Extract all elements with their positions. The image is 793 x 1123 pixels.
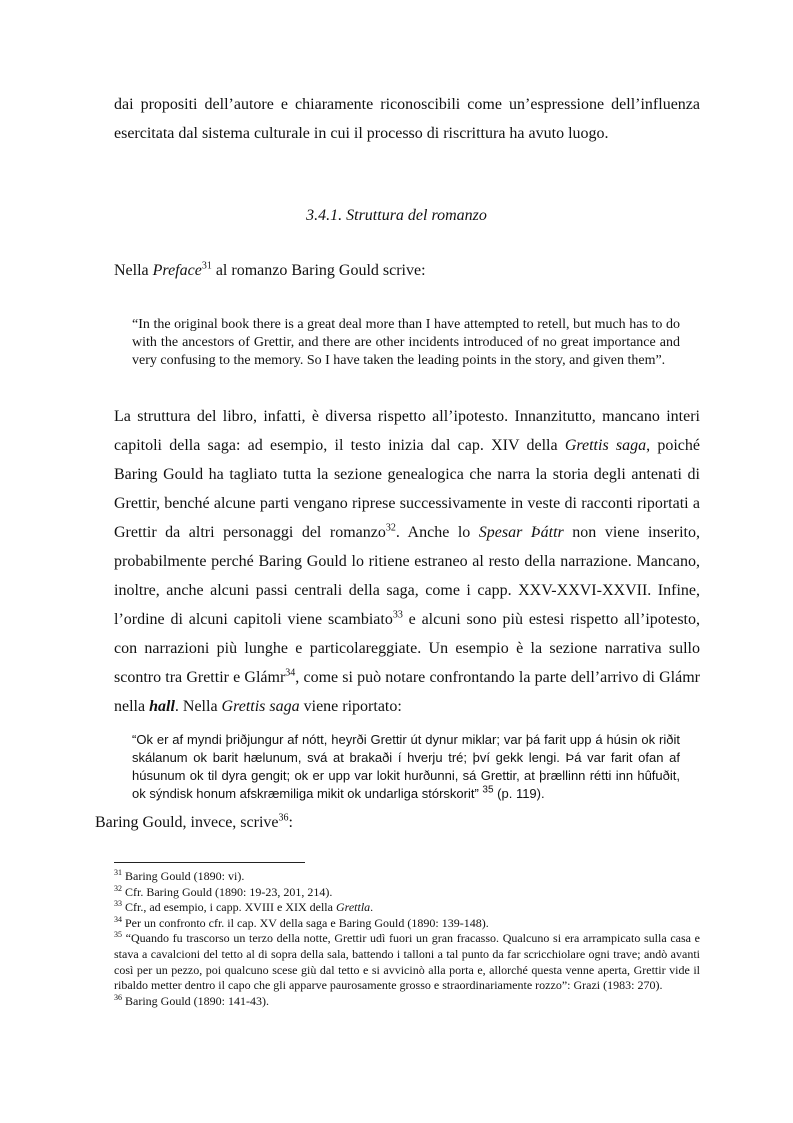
main-text-6: , come si può notare confrontando la parte dell’arrivo di Glámr nella <box>114 669 700 715</box>
main-paragraph <box>114 402 700 721</box>
hall-term: hall <box>149 698 175 715</box>
block-quote-icelandic <box>132 731 680 803</box>
intro-line <box>114 256 700 285</box>
spesar-title: Spesar Þáttr <box>478 524 564 541</box>
lead-in-line <box>95 808 293 837</box>
lead-in-colon: : <box>288 814 293 831</box>
footnote-34: $^{34}$ Per un confronto cfr. il cap. XV della saga e Baring Gould (1890: 139-148). <box>114 914 489 930</box>
main-text-5: e alcuni sono più estesi rispetto all’ipotesto, con narrazioni più lunghe e particolareggiate. Un esempio è la sezione narrativa sullo scontro tra Grettir e Glámr <box>114 611 701 686</box>
main-text-1: La struttura del libro, infatti, è diversa rispetto all’ipotesto. Innanzitutto, mancano interi capitoli della saga: ad esempio, il testo inizia dal cap. XIV della <box>114 408 700 454</box>
footnotes <box>114 869 700 1009</box>
footnote-ref-33: 33 <box>392 609 403 621</box>
top-paragraph <box>114 90 700 148</box>
footnote-ref-36: 36 <box>278 812 289 824</box>
footnote-ref-35: 35 <box>482 784 494 796</box>
preface-title: Preface <box>152 262 202 279</box>
intro-text-after: al romanzo Baring Gould scrive: <box>211 262 426 279</box>
footnote-35: $^{35}$ “Quando fu trascorso un terzo della notte, Grettir udì fuori un gran fracasso. Qualcuno si era arrampicato sulla casa e stava a cavalcioni del tetto al di sopra della sala, battendo i talloni a tal punto da far scricchiolare ogni trave; andò avanti così per un pezzo, poi qualcuno scese giù dal tetto e si avvicinò alla porta e, allorché questa venne aperta, Grettir vide il ribaldo metter dentro il capo che gli apparve paurosamente grosso e straordinariamente rozzo”: Grazi (1983: 270). <box>114 930 700 993</box>
icelandic-quote-page: (p. 119). <box>493 786 545 801</box>
footnote-divider <box>114 862 305 863</box>
block-quote-english: “In the original book there is a great deal more than I have attempted to retell, but much has to do with the ancestors of Grettir, and there are other incidents introduced of no great importance and very confusing to the memory. So I have taken the leading points in the story, and given them”. <box>132 317 680 368</box>
main-text-8: viene riportato: <box>299 698 402 715</box>
footnote-31: $^{31}$ Baring Gould (1890: vi). <box>114 868 245 883</box>
main-text-3: . Anche lo <box>395 524 479 541</box>
footnote-36: $^{36}$ Baring Gould (1890: 141-43). <box>114 992 269 1008</box>
icelandic-quote-text: “Ok er af myndi þriðjungur af nótt, heyrði Grettir út dynur miklar; var þá farit upp á húsin ok riðit skálanum ok barit hælunum, svá at brakaði í hverju tré; því gekk lengi. Þá var farit ofan af húsunum ok til dyra gengit; ok er upp var lokit hurðunni, sá Grettir, at þrællinn rétti inn hûfuðit, ok sýndisk honum afskræmiliga mikit ok undarliga stórskorit” <box>132 732 680 801</box>
footnote-ref-34: 34 <box>285 667 296 679</box>
section-heading: 3.4.1. Struttura del romanzo <box>306 207 487 224</box>
top-paragraph-text: dai propositi dell’autore e chiaramente riconoscibili come un’espressione dell’influenza esercitata dal sistema culturale in cui il processo di riscrittura ha avuto luogo. <box>114 96 700 142</box>
footnote-ref-31: 31 <box>201 260 212 272</box>
main-text-4: non viene inserito, probabilmente perché Baring Gould lo ritiene estraneo al resto della narrazione. Mancano, inoltre, anche alcuni passi centrali della saga, come i capp. XXV-XXVI-XXVII. Infine, l’ordine di alcuni capitoli viene scambiato <box>114 524 701 628</box>
main-text-2: , poiché Baring Gould ha tagliato tutta la sezione genealogica che narra la storia degli antenati di Grettir, benché alcune parti vengano riprese successivamente in veste di racconti riportati a Grettir da altri personaggi del romanzo <box>114 437 701 541</box>
footnote-ref-32: 32 <box>385 522 396 534</box>
saga-title-2: Grettis saga <box>221 698 300 715</box>
footnote-33: $^{33}$ Cfr., ad esempio, i capp. XVIII e XIX della Grettla. <box>114 899 374 915</box>
lead-in-text: Baring Gould, invece, scrive <box>95 814 279 831</box>
main-text-7: . Nella <box>174 698 222 715</box>
intro-text: Nella <box>114 262 153 279</box>
saga-title: Grettis saga <box>564 437 647 454</box>
footnote-32: $^{32}$ Cfr. Baring Gould (1890: 19-23, 201, 214). <box>114 883 333 899</box>
